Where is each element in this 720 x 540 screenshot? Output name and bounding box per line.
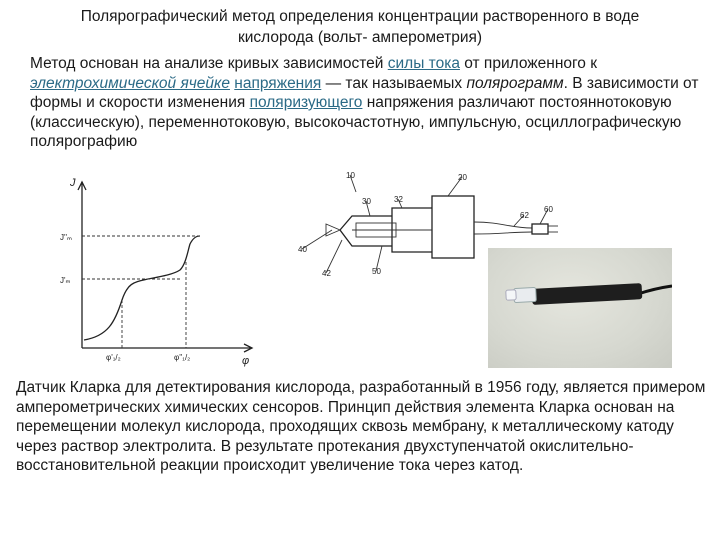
- intro-text: от приложенного к: [459, 55, 598, 72]
- callout-label: 20: [458, 173, 467, 182]
- callout-label: 60: [544, 205, 553, 214]
- x-tick-half-wave-2: φ''₁/₂: [174, 353, 191, 362]
- callout-label: 62: [520, 211, 529, 220]
- link-polarizing[interactable]: поляризующего: [249, 94, 363, 111]
- x-axis-label: φ: [242, 355, 250, 367]
- sensor-housing: [432, 196, 474, 258]
- sensor-photo-image: [488, 248, 672, 368]
- callout-label: 42: [322, 269, 331, 278]
- intro-text: . В зависимости от формы и скорости изменения: [30, 74, 699, 111]
- polarogram-curve: [84, 236, 200, 340]
- sensor-photo: [488, 248, 672, 368]
- sensor-caption: Датчик Кларка для детектирования кислорода, разработанный в 1956 году, является примером амперометрических химических сенсоров. Принцип действия элемента Кларка основан на перемещении молекул кислорода, проходящих сквозь мембрану, к металлическому катоду через раствор электролита. В результате протекания двухступенчатой окислительно-восстановительной реакции происходит увеличение тока через катод.: [16, 379, 706, 474]
- y-tick-limit-lower: J'ₘ: [60, 276, 71, 285]
- x-tick-half-wave-1: φ'₁/₂: [106, 353, 121, 362]
- callout-label: 50: [372, 267, 381, 276]
- y-tick-limit-upper: J''ₘ: [60, 233, 73, 242]
- intro-text: напряжения различают постояннотоковую (классическую), переменнотоковую, высокочастотную, импульсную, осциллографическую полярографию: [30, 94, 682, 150]
- polarograms-term: полярограмм: [466, 74, 564, 92]
- callout-label: 10: [346, 171, 355, 180]
- sensor-membrane: [326, 224, 340, 236]
- polarogram-graph: [60, 170, 260, 370]
- link-electrochemical-cell[interactable]: электрохимической ячейке: [30, 74, 230, 92]
- intro-text: — так называемых: [321, 74, 467, 92]
- sensor-plug: [532, 224, 548, 234]
- title-line-1: Полярографический метод определения концентрации растворенного в воде: [80, 8, 640, 25]
- slide-title: [0, 6, 720, 48]
- callout-label: 32: [394, 195, 403, 204]
- title-line-2: кислорода (вольт- амперометрия): [237, 29, 483, 46]
- y-axis-label: J: [70, 177, 76, 189]
- intro-paragraph: [30, 54, 700, 152]
- intro-text: Метод основан на анализе кривых зависимостей: [30, 55, 388, 72]
- sensor-cable: [474, 222, 532, 234]
- callout-label: 30: [362, 197, 371, 206]
- sensor-tip: [340, 216, 392, 246]
- link-current-strength[interactable]: силы тока: [387, 55, 460, 72]
- link-voltage[interactable]: напряжения: [234, 74, 322, 92]
- callout-label: 40: [298, 245, 307, 254]
